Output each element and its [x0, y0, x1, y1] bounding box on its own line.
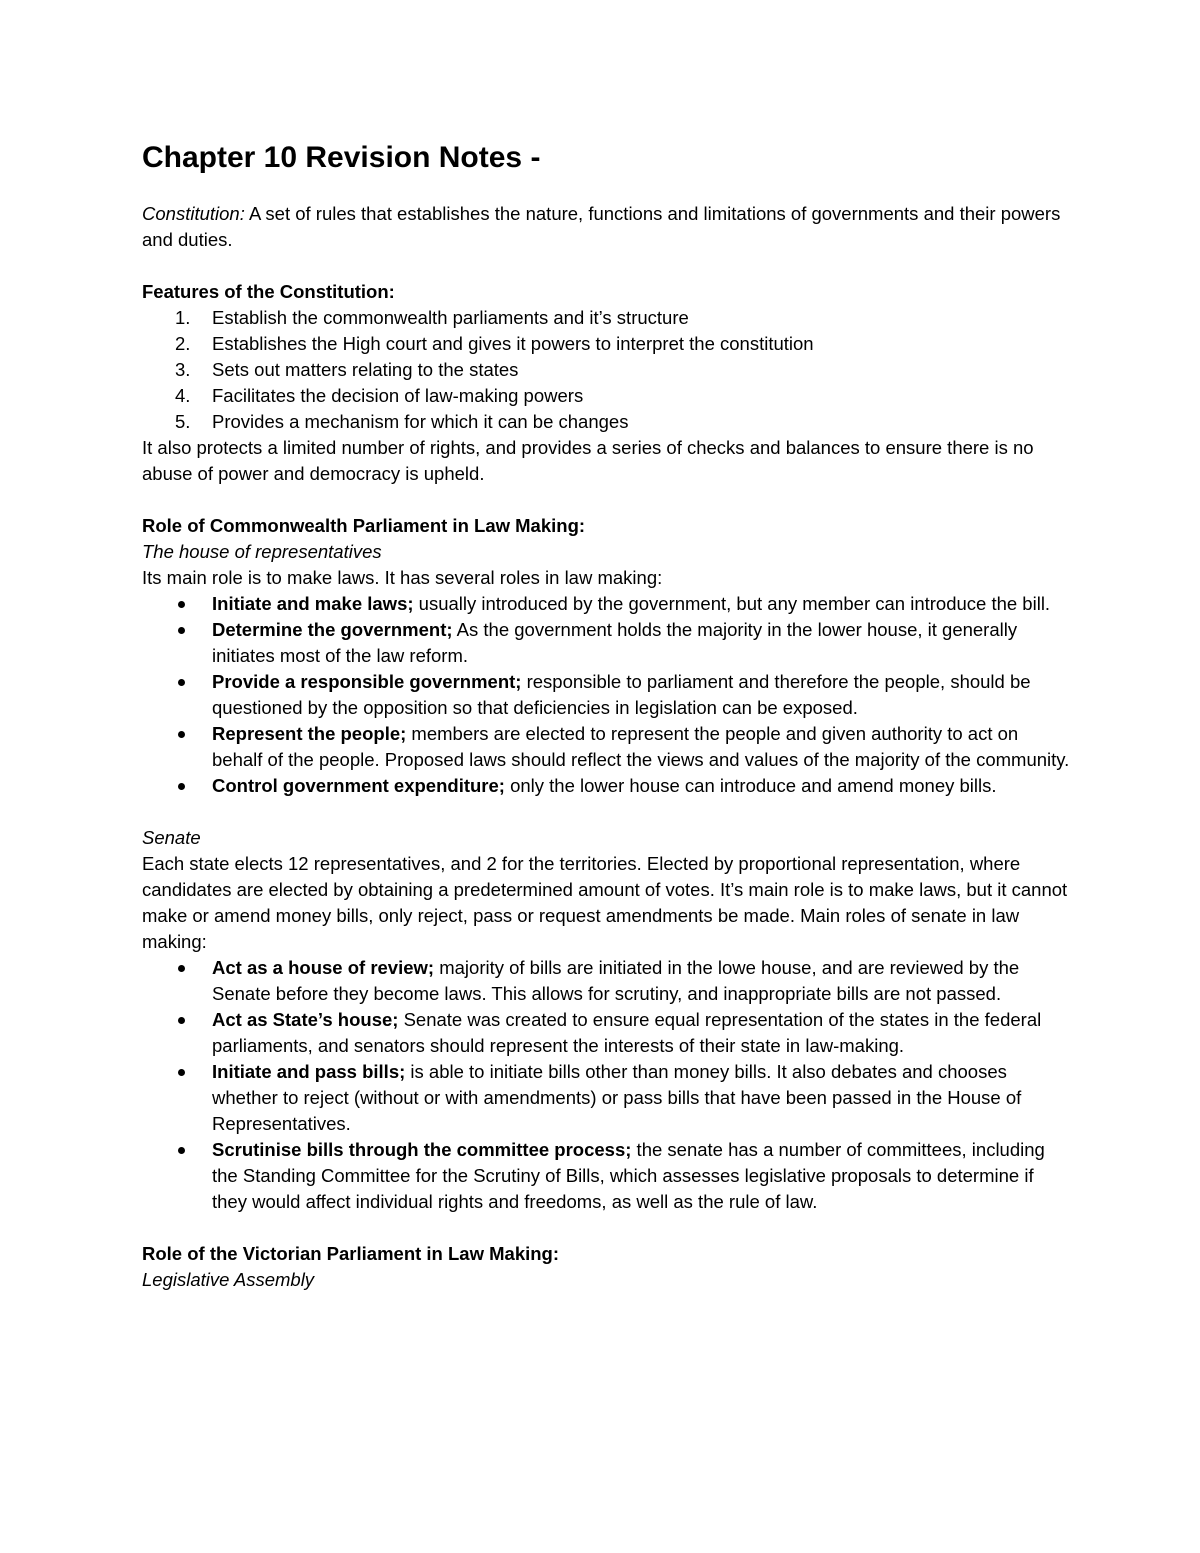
list-item — [142, 331, 1072, 357]
spacer — [142, 1215, 1072, 1241]
list-item — [142, 955, 1072, 1007]
bullet-icon — [178, 783, 185, 790]
list-item-text: Provides a mechanism for which it can be changes — [212, 411, 629, 432]
list-number: 2. — [175, 333, 191, 354]
bullet-icon — [178, 601, 185, 608]
role-term: Control government expenditure; — [212, 775, 505, 796]
commonwealth-heading: Role of Commonwealth Parliament in Law Making: — [142, 515, 586, 536]
list-item — [142, 357, 1072, 383]
senate-intro: Each state elects 12 representatives, and 2 for the territories. Elected by proportional representation, where candidates are elected by obtaining a predetermined amount of votes. It’s main role is to make laws, but it cannot make or amend money bills, only reject, pass or request amendments be made. Main roles of senate in law making: — [142, 853, 1068, 952]
spacer — [142, 487, 1072, 513]
definition-term: Constitution: — [142, 203, 245, 224]
role-text: only the lower house can introduce and amend money bills. — [504, 775, 997, 796]
bullet-icon — [178, 731, 185, 738]
list-item-text: Establish the commonwealth parliaments and it’s structure — [212, 307, 689, 328]
role-text: the senate has a number of committees, including the Standing Committee for the Scrutiny of Bills, which assesses legislative proposals to determine if they would affect individual rights and freedoms, as well as the rule of law. — [212, 1139, 1045, 1212]
bullet-icon — [178, 965, 185, 972]
features-list — [142, 305, 1072, 435]
list-item — [142, 383, 1072, 409]
victorian-heading: Role of the Victorian Parliament in Law Making: — [142, 1243, 560, 1264]
house-roles-list — [142, 591, 1072, 799]
list-item — [142, 1007, 1072, 1059]
list-number: 4. — [175, 385, 191, 406]
list-number: 1. — [175, 307, 191, 328]
list-item — [142, 773, 1072, 799]
role-text: is able to initiate bills other than money bills. It also debates and chooses whether to reject (without or with amendments) or pass bills that have been passed in the House of Representatives. — [212, 1061, 1022, 1134]
definition-text: A set of rules that establishes the nature, functions and limitations of governments and their powers and duties. — [142, 203, 1061, 250]
role-text: As the government holds the majority in the lower house, it generally initiates most of the law reform. — [212, 619, 1018, 666]
role-text: majority of bills are initiated in the lowe house, and are reviewed by the Senate before they become laws. This allows for scrutiny, and inappropriate bills are not passed. — [212, 957, 1020, 1004]
role-term: Scrutinise bills through the committee process; — [212, 1139, 632, 1160]
role-term: Act as a house of review; — [212, 957, 435, 978]
list-number: 5. — [175, 411, 191, 432]
role-text: Senate was created to ensure equal representation of the states in the federal parliaments, and senators should represent the interests of their state in law-making. — [212, 1009, 1042, 1056]
bullet-icon — [178, 1017, 185, 1024]
senate-roles-list — [142, 955, 1072, 1215]
role-text: usually introduced by the government, but any member can introduce the bill. — [413, 593, 1051, 614]
house-subheading: The house of representatives — [142, 541, 382, 562]
role-text: members are elected to represent the people and given authority to act on behalf of the people. Proposed laws should reflect the views and values of the majority of the community. — [212, 723, 1070, 770]
list-item — [142, 591, 1072, 617]
bullet-icon — [178, 627, 185, 634]
senate-subheading: Senate — [142, 827, 201, 848]
list-item — [142, 305, 1072, 331]
list-item — [142, 409, 1072, 435]
role-term: Provide a responsible government; — [212, 671, 522, 692]
document-page — [142, 138, 1072, 1293]
bullet-icon — [178, 1147, 185, 1154]
role-term: Determine the government; — [212, 619, 453, 640]
constitution-definition — [142, 201, 1072, 253]
list-item — [142, 1137, 1072, 1215]
spacer — [142, 253, 1072, 279]
page-title: Chapter 10 Revision Notes - — [142, 141, 541, 174]
role-term: Initiate and make laws; — [212, 593, 414, 614]
spacer — [142, 799, 1072, 825]
list-item — [142, 721, 1072, 773]
bullet-icon — [178, 1069, 185, 1076]
house-intro: Its main role is to make laws. It has several roles in law making: — [142, 567, 663, 588]
role-term: Initiate and pass bills; — [212, 1061, 406, 1082]
list-item — [142, 1059, 1072, 1137]
bullet-icon — [178, 679, 185, 686]
features-summary: It also protects a limited number of rights, and provides a series of checks and balances to ensure there is no abuse of power and democracy is upheld. — [142, 437, 1034, 484]
list-item — [142, 617, 1072, 669]
role-term: Act as State’s house; — [212, 1009, 399, 1030]
list-item — [142, 669, 1072, 721]
features-heading: Features of the Constitution: — [142, 281, 395, 302]
list-item-text: Sets out matters relating to the states — [212, 359, 519, 380]
list-item-text: Facilitates the decision of law-making powers — [212, 385, 584, 406]
role-text: responsible to parliament and therefore the people, should be questioned by the opposition so that deficiencies in legislation can be exposed. — [212, 671, 1031, 718]
role-term: Represent the people; — [212, 723, 407, 744]
list-item-text: Establishes the High court and gives it powers to interpret the constitution — [212, 333, 814, 354]
list-number: 3. — [175, 359, 191, 380]
legislative-assembly-subheading: Legislative Assembly — [142, 1269, 315, 1290]
